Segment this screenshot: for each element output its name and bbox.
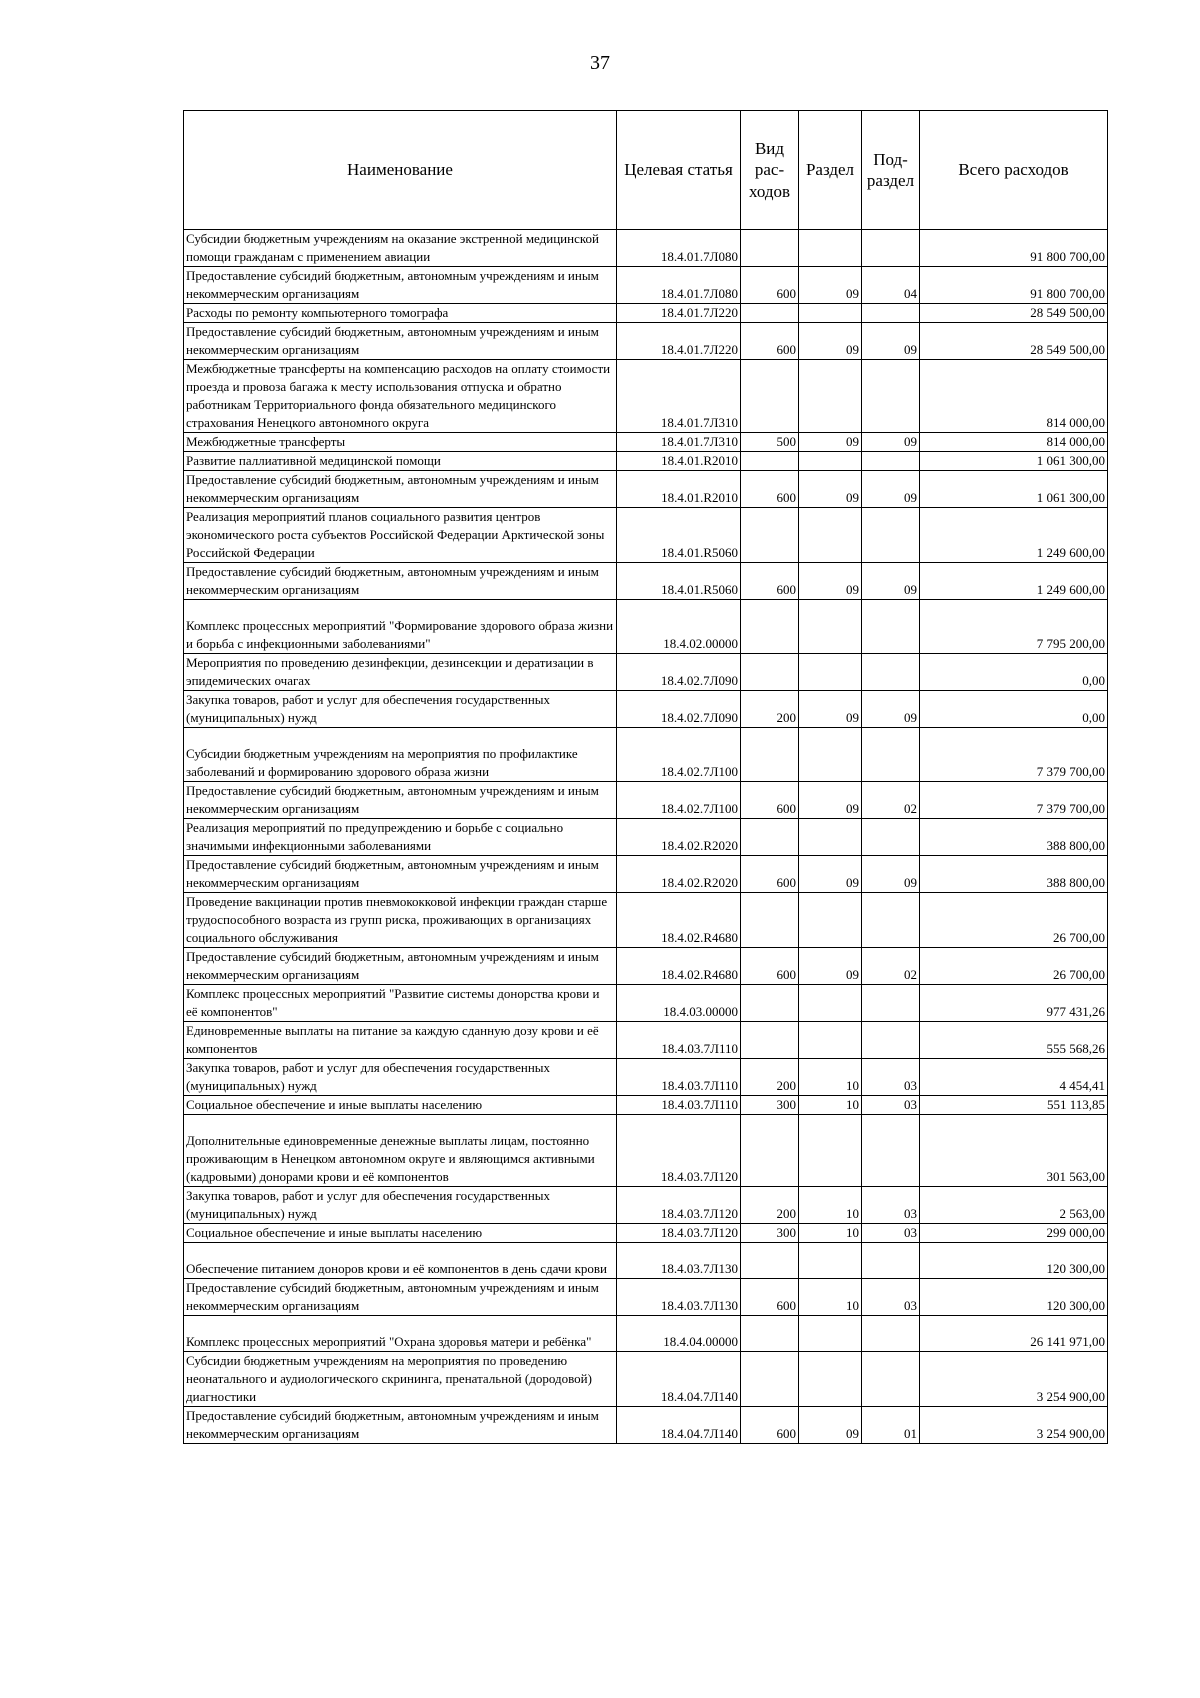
cell-target: 18.4.04.7Л140 bbox=[617, 1352, 741, 1407]
cell-target: 18.4.01.7Л080 bbox=[617, 267, 741, 304]
cell-kind bbox=[741, 985, 799, 1022]
cell-kind bbox=[741, 1115, 799, 1187]
cell-name: Комплекс процессных мероприятий "Развитие системы донорства крови и её компонентов" bbox=[184, 985, 617, 1022]
cell-subsection: 02 bbox=[862, 948, 920, 985]
cell-subsection bbox=[862, 1316, 920, 1352]
cell-name: Предоставление субсидий бюджетным, автономным учреждениям и иным некоммерческим организациям bbox=[184, 471, 617, 508]
cell-kind bbox=[741, 819, 799, 856]
cell-kind: 600 bbox=[741, 471, 799, 508]
table-row bbox=[184, 1279, 1108, 1316]
header-name: Наименование bbox=[184, 111, 617, 230]
cell-total: 1 061 300,00 bbox=[920, 471, 1108, 508]
cell-section: 09 bbox=[799, 691, 862, 728]
cell-total: 91 800 700,00 bbox=[920, 230, 1108, 267]
cell-name: Закупка товаров, работ и услуг для обеспечения государственных (муниципальных) нужд bbox=[184, 1059, 617, 1096]
cell-name: Социальное обеспечение и иные выплаты населению bbox=[184, 1096, 617, 1115]
cell-subsection: 09 bbox=[862, 563, 920, 600]
cell-section: 09 bbox=[799, 563, 862, 600]
cell-section bbox=[799, 452, 862, 471]
cell-target: 18.4.03.7Л110 bbox=[617, 1059, 741, 1096]
cell-target: 18.4.01.7Л310 bbox=[617, 360, 741, 433]
cell-total: 2 563,00 bbox=[920, 1187, 1108, 1224]
cell-section: 09 bbox=[799, 1407, 862, 1444]
table-row bbox=[184, 782, 1108, 819]
table-row bbox=[184, 1407, 1108, 1444]
cell-target: 18.4.02.R2020 bbox=[617, 856, 741, 893]
cell-name: Предоставление субсидий бюджетным, автономным учреждениям и иным некоммерческим организациям bbox=[184, 267, 617, 304]
cell-subsection: 03 bbox=[862, 1224, 920, 1243]
table-row bbox=[184, 1224, 1108, 1243]
cell-kind: 200 bbox=[741, 1187, 799, 1224]
cell-subsection bbox=[862, 1115, 920, 1187]
cell-target: 18.4.02.7Л100 bbox=[617, 782, 741, 819]
cell-subsection: 03 bbox=[862, 1187, 920, 1224]
cell-subsection bbox=[862, 1352, 920, 1407]
cell-kind bbox=[741, 304, 799, 323]
cell-section bbox=[799, 600, 862, 654]
cell-name: Обеспечение питанием доноров крови и её компонентов в день сдачи крови bbox=[184, 1243, 617, 1279]
cell-kind bbox=[741, 1316, 799, 1352]
cell-subsection: 09 bbox=[862, 856, 920, 893]
cell-target: 18.4.01.7Л080 bbox=[617, 230, 741, 267]
table-row bbox=[184, 508, 1108, 563]
table-row bbox=[184, 1187, 1108, 1224]
cell-total: 1 249 600,00 bbox=[920, 563, 1108, 600]
cell-name: Предоставление субсидий бюджетным, автономным учреждениям и иным некоммерческим организациям bbox=[184, 563, 617, 600]
cell-target: 18.4.03.7Л120 bbox=[617, 1115, 741, 1187]
table-row bbox=[184, 304, 1108, 323]
cell-kind bbox=[741, 728, 799, 782]
cell-total: 0,00 bbox=[920, 654, 1108, 691]
table-row bbox=[184, 691, 1108, 728]
table-row bbox=[184, 267, 1108, 304]
cell-total: 388 800,00 bbox=[920, 856, 1108, 893]
cell-target: 18.4.01.R2010 bbox=[617, 471, 741, 508]
cell-name: Проведение вакцинации против пневмококковой инфекции граждан старше трудоспособного возраста из групп риска, проживающих в организациях социального обслуживания bbox=[184, 893, 617, 948]
table-row bbox=[184, 1115, 1108, 1187]
cell-section bbox=[799, 1022, 862, 1059]
cell-total: 388 800,00 bbox=[920, 819, 1108, 856]
cell-subsection: 01 bbox=[862, 1407, 920, 1444]
cell-section bbox=[799, 893, 862, 948]
cell-kind: 500 bbox=[741, 433, 799, 452]
cell-total: 1 061 300,00 bbox=[920, 452, 1108, 471]
table-row bbox=[184, 1096, 1108, 1115]
cell-total: 3 254 900,00 bbox=[920, 1352, 1108, 1407]
cell-target: 18.4.01.R2010 bbox=[617, 452, 741, 471]
table-row bbox=[184, 1316, 1108, 1352]
cell-total: 977 431,26 bbox=[920, 985, 1108, 1022]
cell-target: 18.4.02.R2020 bbox=[617, 819, 741, 856]
cell-kind bbox=[741, 1243, 799, 1279]
cell-section bbox=[799, 985, 862, 1022]
cell-target: 18.4.03.7Л130 bbox=[617, 1279, 741, 1316]
cell-target: 18.4.03.7Л110 bbox=[617, 1096, 741, 1115]
cell-kind bbox=[741, 508, 799, 563]
cell-section bbox=[799, 230, 862, 267]
cell-total: 26 700,00 bbox=[920, 948, 1108, 985]
table-row bbox=[184, 230, 1108, 267]
cell-section bbox=[799, 304, 862, 323]
cell-kind bbox=[741, 600, 799, 654]
cell-target: 18.4.01.7Л220 bbox=[617, 304, 741, 323]
cell-total: 26 700,00 bbox=[920, 893, 1108, 948]
table-row bbox=[184, 985, 1108, 1022]
cell-subsection: 04 bbox=[862, 267, 920, 304]
cell-target: 18.4.03.7Л110 bbox=[617, 1022, 741, 1059]
cell-name: Комплекс процессных мероприятий "Формирование здорового образа жизни и борьба с инфекционными заболеваниями" bbox=[184, 600, 617, 654]
cell-target: 18.4.01.R5060 bbox=[617, 508, 741, 563]
cell-section bbox=[799, 1243, 862, 1279]
cell-subsection bbox=[862, 304, 920, 323]
cell-name: Предоставление субсидий бюджетным, автономным учреждениям и иным некоммерческим организациям bbox=[184, 856, 617, 893]
cell-total: 7 379 700,00 bbox=[920, 782, 1108, 819]
cell-section bbox=[799, 728, 862, 782]
cell-name: Предоставление субсидий бюджетным, автономным учреждениям и иным некоммерческим организациям bbox=[184, 1279, 617, 1316]
cell-subsection bbox=[862, 600, 920, 654]
cell-total: 814 000,00 bbox=[920, 360, 1108, 433]
cell-section: 10 bbox=[799, 1279, 862, 1316]
cell-kind bbox=[741, 230, 799, 267]
cell-section: 10 bbox=[799, 1187, 862, 1224]
cell-kind bbox=[741, 654, 799, 691]
cell-target: 18.4.03.00000 bbox=[617, 985, 741, 1022]
cell-total: 91 800 700,00 bbox=[920, 267, 1108, 304]
budget-table bbox=[183, 110, 1108, 1444]
cell-name: Реализация мероприятий планов социального развития центров экономического роста субъектов Российской Федерации Арктической зоны Российской Федерации bbox=[184, 508, 617, 563]
cell-name: Субсидии бюджетным учреждениям на оказание экстренной медицинской помощи гражданам с применением авиации bbox=[184, 230, 617, 267]
header-section: Раздел bbox=[799, 111, 862, 230]
cell-kind: 600 bbox=[741, 948, 799, 985]
cell-name: Предоставление субсидий бюджетным, автономным учреждениям и иным некоммерческим организациям bbox=[184, 1407, 617, 1444]
cell-section bbox=[799, 654, 862, 691]
cell-kind: 200 bbox=[741, 691, 799, 728]
cell-total: 4 454,41 bbox=[920, 1059, 1108, 1096]
cell-total: 28 549 500,00 bbox=[920, 304, 1108, 323]
cell-section: 09 bbox=[799, 471, 862, 508]
cell-subsection bbox=[862, 1243, 920, 1279]
cell-name: Межбюджетные трансферты на компенсацию расходов на оплату стоимости проезда и провоза багажа к месту использования отпуска и обратно работникам Территориального фонда обязательного медицинского страхования Ненецкого автономного округа bbox=[184, 360, 617, 433]
cell-section: 09 bbox=[799, 323, 862, 360]
cell-name: Закупка товаров, работ и услуг для обеспечения государственных (муниципальных) нужд bbox=[184, 691, 617, 728]
table-row bbox=[184, 452, 1108, 471]
cell-target: 18.4.02.7Л090 bbox=[617, 691, 741, 728]
cell-name: Комплекс процессных мероприятий "Охрана здоровья матери и ребёнка" bbox=[184, 1316, 617, 1352]
cell-total: 7 379 700,00 bbox=[920, 728, 1108, 782]
cell-kind bbox=[741, 452, 799, 471]
cell-name: Субсидии бюджетным учреждениям на мероприятия по профилактике заболеваний и формированию здорового образа жизни bbox=[184, 728, 617, 782]
table-body bbox=[184, 230, 1108, 1444]
cell-section bbox=[799, 508, 862, 563]
cell-target: 18.4.03.7Л120 bbox=[617, 1187, 741, 1224]
cell-name: Предоставление субсидий бюджетным, автономным учреждениям и иным некоммерческим организациям bbox=[184, 948, 617, 985]
cell-section bbox=[799, 1115, 862, 1187]
cell-target: 18.4.01.R5060 bbox=[617, 563, 741, 600]
cell-section: 09 bbox=[799, 856, 862, 893]
cell-kind bbox=[741, 893, 799, 948]
cell-target: 18.4.02.7Л100 bbox=[617, 728, 741, 782]
cell-target: 18.4.01.7Л220 bbox=[617, 323, 741, 360]
cell-section: 10 bbox=[799, 1059, 862, 1096]
header-kind: Вид рас-ходов bbox=[741, 111, 799, 230]
cell-subsection: 03 bbox=[862, 1059, 920, 1096]
header-target: Целевая статья bbox=[617, 111, 741, 230]
cell-kind bbox=[741, 360, 799, 433]
cell-section: 09 bbox=[799, 433, 862, 452]
cell-target: 18.4.02.00000 bbox=[617, 600, 741, 654]
cell-target: 18.4.01.7Л310 bbox=[617, 433, 741, 452]
cell-total: 26 141 971,00 bbox=[920, 1316, 1108, 1352]
cell-section bbox=[799, 360, 862, 433]
header-total: Всего расходов bbox=[920, 111, 1108, 230]
cell-kind bbox=[741, 1022, 799, 1059]
table-row bbox=[184, 600, 1108, 654]
table-row bbox=[184, 1059, 1108, 1096]
table-row bbox=[184, 728, 1108, 782]
cell-target: 18.4.03.7Л120 bbox=[617, 1224, 741, 1243]
cell-kind: 600 bbox=[741, 856, 799, 893]
table-header-row bbox=[184, 111, 1108, 230]
table-row bbox=[184, 1352, 1108, 1407]
cell-section bbox=[799, 1352, 862, 1407]
cell-name: Мероприятия по проведению дезинфекции, дезинсекции и дератизации в эпидемических очагах bbox=[184, 654, 617, 691]
cell-target: 18.4.02.R4680 bbox=[617, 948, 741, 985]
cell-total: 1 249 600,00 bbox=[920, 508, 1108, 563]
table-row bbox=[184, 563, 1108, 600]
cell-section: 10 bbox=[799, 1224, 862, 1243]
cell-kind: 600 bbox=[741, 323, 799, 360]
cell-name: Дополнительные единовременные денежные выплаты лицам, постоянно проживающим в Ненецком автономном округе и являющимся активными (кадровыми) донорами крови и её компонентов bbox=[184, 1115, 617, 1187]
cell-subsection: 09 bbox=[862, 691, 920, 728]
cell-subsection bbox=[862, 728, 920, 782]
cell-total: 7 795 200,00 bbox=[920, 600, 1108, 654]
cell-name: Реализация мероприятий по предупреждению и борьбе с социально значимыми инфекционными заболеваниями bbox=[184, 819, 617, 856]
cell-kind: 300 bbox=[741, 1224, 799, 1243]
cell-subsection bbox=[862, 360, 920, 433]
cell-kind: 600 bbox=[741, 563, 799, 600]
table-row bbox=[184, 948, 1108, 985]
cell-total: 555 568,26 bbox=[920, 1022, 1108, 1059]
cell-name: Предоставление субсидий бюджетным, автономным учреждениям и иным некоммерческим организациям bbox=[184, 323, 617, 360]
cell-subsection: 09 bbox=[862, 471, 920, 508]
cell-target: 18.4.04.00000 bbox=[617, 1316, 741, 1352]
cell-name: Субсидии бюджетным учреждениям на мероприятия по проведению неонатального и аудиологического скрининга, пренатальной (дородовой) диагностики bbox=[184, 1352, 617, 1407]
cell-kind: 600 bbox=[741, 782, 799, 819]
cell-total: 301 563,00 bbox=[920, 1115, 1108, 1187]
cell-kind: 600 bbox=[741, 1279, 799, 1316]
cell-total: 28 549 500,00 bbox=[920, 323, 1108, 360]
cell-section: 10 bbox=[799, 1096, 862, 1115]
cell-section bbox=[799, 1316, 862, 1352]
table-row bbox=[184, 323, 1108, 360]
cell-name: Социальное обеспечение и иные выплаты населению bbox=[184, 1224, 617, 1243]
cell-total: 120 300,00 bbox=[920, 1243, 1108, 1279]
cell-subsection bbox=[862, 893, 920, 948]
table-row bbox=[184, 654, 1108, 691]
table-row bbox=[184, 819, 1108, 856]
cell-subsection: 02 bbox=[862, 782, 920, 819]
cell-subsection bbox=[862, 819, 920, 856]
cell-name: Предоставление субсидий бюджетным, автономным учреждениям и иным некоммерческим организациям bbox=[184, 782, 617, 819]
cell-name: Межбюджетные трансферты bbox=[184, 433, 617, 452]
cell-section: 09 bbox=[799, 782, 862, 819]
cell-subsection: 09 bbox=[862, 433, 920, 452]
cell-subsection bbox=[862, 654, 920, 691]
cell-kind bbox=[741, 1352, 799, 1407]
cell-target: 18.4.02.R4680 bbox=[617, 893, 741, 948]
cell-name: Закупка товаров, работ и услуг для обеспечения государственных (муниципальных) нужд bbox=[184, 1187, 617, 1224]
cell-subsection bbox=[862, 452, 920, 471]
cell-subsection bbox=[862, 1022, 920, 1059]
cell-subsection bbox=[862, 230, 920, 267]
cell-section: 09 bbox=[799, 267, 862, 304]
cell-subsection: 09 bbox=[862, 323, 920, 360]
cell-total: 814 000,00 bbox=[920, 433, 1108, 452]
cell-target: 18.4.02.7Л090 bbox=[617, 654, 741, 691]
cell-target: 18.4.03.7Л130 bbox=[617, 1243, 741, 1279]
cell-kind: 200 bbox=[741, 1059, 799, 1096]
cell-subsection bbox=[862, 508, 920, 563]
page-number: 37 bbox=[590, 52, 610, 74]
cell-total: 0,00 bbox=[920, 691, 1108, 728]
table-row bbox=[184, 856, 1108, 893]
cell-subsection bbox=[862, 985, 920, 1022]
cell-subsection: 03 bbox=[862, 1279, 920, 1316]
cell-name: Единовременные выплаты на питание за каждую сданную дозу крови и её компонентов bbox=[184, 1022, 617, 1059]
cell-total: 299 000,00 bbox=[920, 1224, 1108, 1243]
cell-subsection: 03 bbox=[862, 1096, 920, 1115]
cell-kind: 300 bbox=[741, 1096, 799, 1115]
table-row bbox=[184, 893, 1108, 948]
table-row bbox=[184, 433, 1108, 452]
cell-target: 18.4.04.7Л140 bbox=[617, 1407, 741, 1444]
cell-total: 551 113,85 bbox=[920, 1096, 1108, 1115]
cell-name: Развитие паллиативной медицинской помощи bbox=[184, 452, 617, 471]
cell-total: 120 300,00 bbox=[920, 1279, 1108, 1316]
table-row bbox=[184, 471, 1108, 508]
cell-kind: 600 bbox=[741, 1407, 799, 1444]
table-row bbox=[184, 1243, 1108, 1279]
cell-name: Расходы по ремонту компьютерного томографа bbox=[184, 304, 617, 323]
table-row bbox=[184, 1022, 1108, 1059]
cell-section bbox=[799, 819, 862, 856]
table-row bbox=[184, 360, 1108, 433]
cell-section: 09 bbox=[799, 948, 862, 985]
cell-total: 3 254 900,00 bbox=[920, 1407, 1108, 1444]
header-subsection: Под-раздел bbox=[862, 111, 920, 230]
cell-kind: 600 bbox=[741, 267, 799, 304]
